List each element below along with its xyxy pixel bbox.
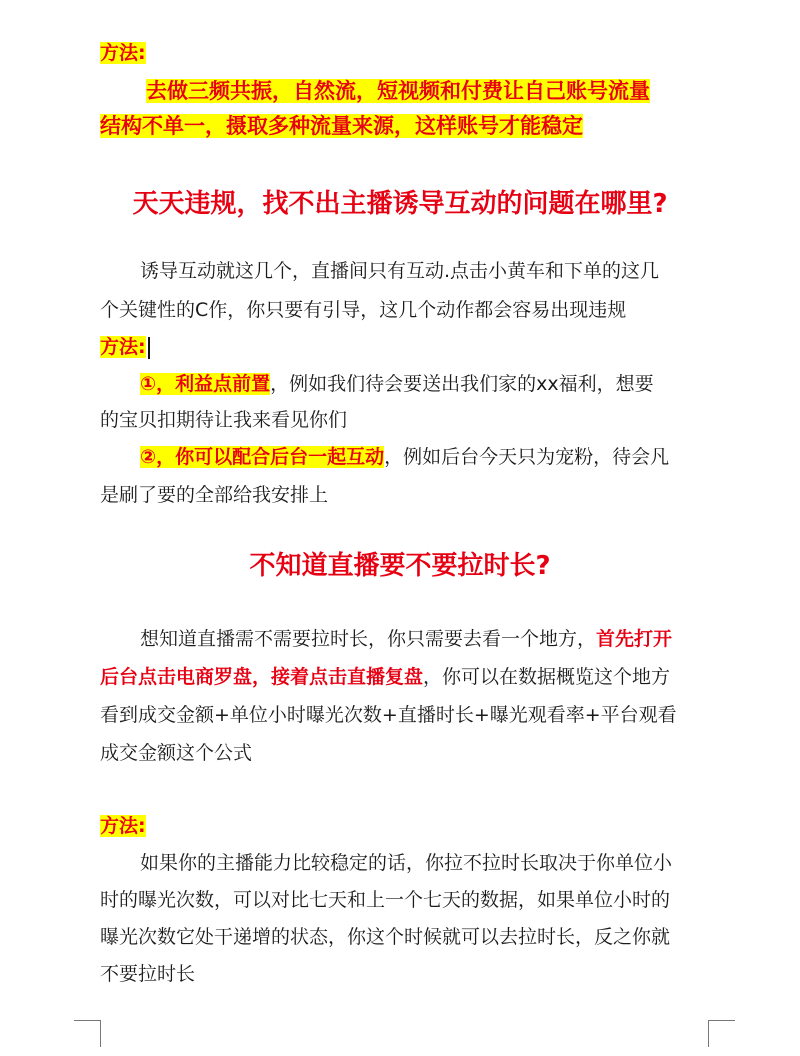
paragraph-line [100,924,670,950]
section-title-violation: 天天违规，找不出主播诱导互动的问题在哪里? [132,189,668,219]
paragraph-text: ，你可以在数据概览这个地方 [423,666,671,688]
list-item-text: ，例如我们待会要送出我们家的xx福利，想要 [270,373,654,395]
paragraph-line [100,702,677,728]
paragraph-text: 曝光次数它处干递增的状态，你这个时候就可以去拉时长，反之你就 [100,926,671,948]
highlight-line-2 [100,111,583,141]
page-corner-mark-right [708,1020,735,1047]
paragraph-text: 个关键性的C作，你只要有引导，这几个动作都会容易出现违规 [100,299,627,321]
paragraph-line [100,850,672,876]
list-item-2-cont [100,482,328,508]
paragraph-text: 看到成交金额+单位小时曝光次数+直播时长+曝光观看率+平台观看 [100,704,677,726]
list-item-2 [100,444,669,470]
list-item-text: ，例如后台今天只为宠粉，待会凡 [384,446,670,468]
list-item-text: 的宝贝扣期待让我来看见你们 [100,409,348,431]
paragraph-line [100,961,195,987]
paragraph-line [100,258,659,284]
paragraph-line [100,887,670,913]
method-label-text: 方法: [100,336,146,358]
paragraph-line [100,297,626,323]
list-item-1 [100,371,654,397]
method-label-text: 方法: [100,42,146,64]
paragraph-text: 诱导互动就这几个，直播间只有互动.点击小黄车和下单的这几 [140,260,660,282]
paragraph-line [100,664,670,690]
paragraph-line [100,626,672,652]
method-label-2 [100,334,150,360]
list-item-1-cont [100,407,347,433]
method-label-3 [100,813,146,839]
list-item-highlight: ①，利益点前置 [140,373,271,395]
paragraph-text: 成交金额这个公式 [100,742,253,764]
red-emphasis-text: 后台点击电商罗盘，接着点击直播复盘 [100,666,424,688]
section-title-duration: 不知道直播要不要拉时长? [249,551,551,581]
method-label-text: 方法: [100,815,146,837]
list-item-text: 是刷了要的全部给我安排上 [100,484,329,506]
paragraph-text: 如果你的主播能力比较稳定的话，你拉不拉时长取决于你单位小 [140,852,673,874]
red-emphasis-text: 首先打开 [596,628,673,650]
highlight-line-1 [100,76,650,106]
page-corner-mark-left [74,1020,101,1047]
method-label-1 [100,40,146,66]
paragraph-line [100,740,252,766]
text-cursor [148,337,150,359]
highlight-text-2: 结构不单一，摄取多种流量来源，这样账号才能稳定 [100,114,583,138]
highlight-text-1: 去做三频共振，自然流，短视频和付费让自己账号流量 [146,79,650,103]
paragraph-text: 想知道直播需不需要拉时长，你只需要去看一个地方， [140,628,597,650]
paragraph-text: 时的曝光次数，可以对比七天和上一个七天的数据，如果单位小时的 [100,889,671,911]
paragraph-text: 不要拉时长 [100,963,196,985]
list-item-highlight: ②，你可以配合后台一起互动 [140,446,385,468]
